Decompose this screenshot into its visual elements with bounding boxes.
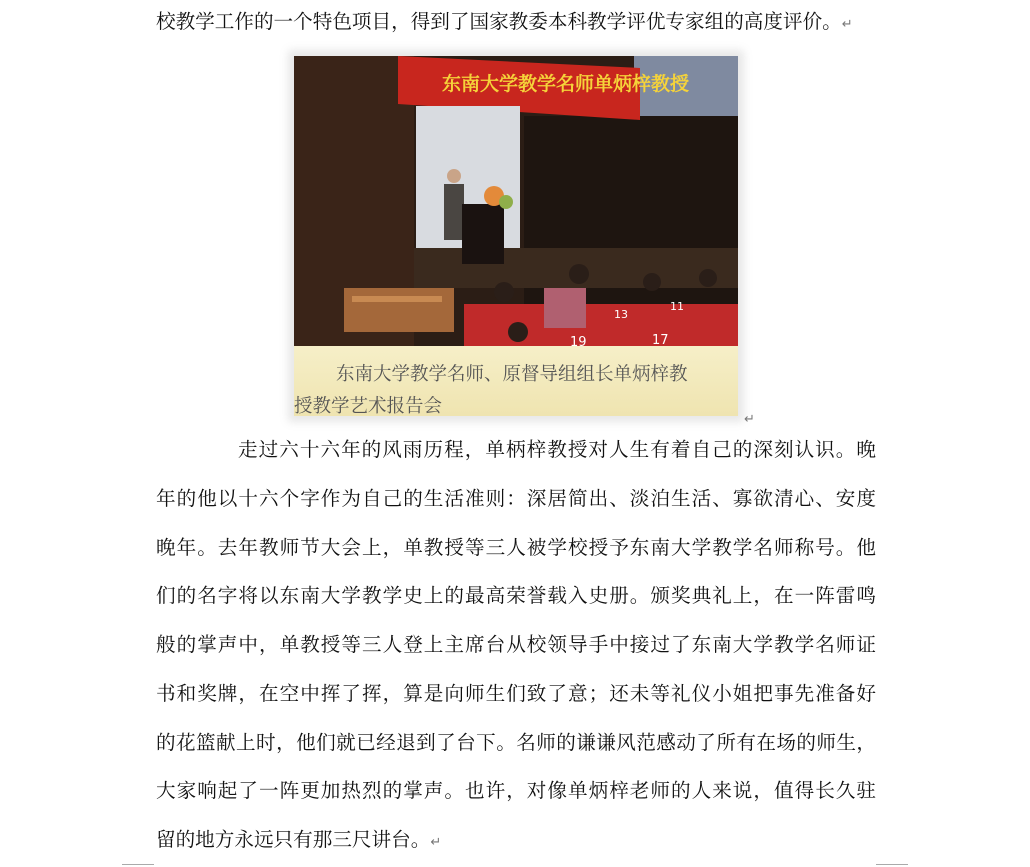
speaker [447,169,461,183]
caption-box [294,346,738,416]
seat-number: 13 [614,308,628,321]
paragraph-mark: ↵ [841,17,853,32]
seat-number: 19 [570,335,587,346]
seat-number: 17 [652,333,669,346]
banner-text: 东南大学教学名师单炳梓教授 [442,73,690,95]
seat-number: 11 [670,300,684,313]
paragraph-line: 大家响起了一阵更加热烈的掌声。也许，对像单炳梓老师的人来说，值得长久驻 [156,779,876,802]
paragraph-mark: ↵ [430,835,442,850]
page-corner-mark [122,864,154,865]
intro-text: 校教学工作的一个特色项目，得到了国家教委本科教学评优专家组的高度评价。 [156,10,842,33]
paragraph-line: 晚年。去年教师节大会上，单教授等三人被学校授予东南大学教学名师称号。他 [156,536,876,559]
page-corner-mark [876,864,908,865]
caption-line-1: 东南大学教学名师、原督导组组长单炳梓教 [336,364,688,385]
paragraph-line: 走过六十六年的风雨历程，单柄梓教授对人生有着自己的深刻认识。晚 [238,438,876,461]
lecture-photo [294,56,738,346]
paragraph-line: 的花篮献上时，他们就已经退到了台下。名师的谦谦风范感动了所有在场的师生， [156,731,876,754]
caption-line-2: 授教学艺术报告会 [294,396,443,416]
paragraph-line: 留的地方永远只有那三尺讲台。 [156,828,431,851]
figure[interactable] [294,56,738,416]
paragraph-line: 们的名字将以东南大学教学史上的最高荣誉载入史册。颁奖典礼上，在一阵雷鸣 [156,584,876,607]
paragraph-line: 书和奖牌，在空中挥了挥，算是向师生们致了意；还未等礼仪小姐把事先准备好 [156,682,876,705]
paragraph-last-line [156,828,876,855]
paragraph-line: 般的掌声中，单教授等三人登上主席台从校领导手中接过了东南大学教学名师证 [156,633,876,656]
paragraph-line: 年的他以十六个字作为自己的生活准则：深居简出、淡泊生活、寡欲清心、安度 [156,487,876,510]
paragraph-mark: ↵ [744,412,755,427]
intro-line [156,10,876,37]
podium [462,204,504,264]
